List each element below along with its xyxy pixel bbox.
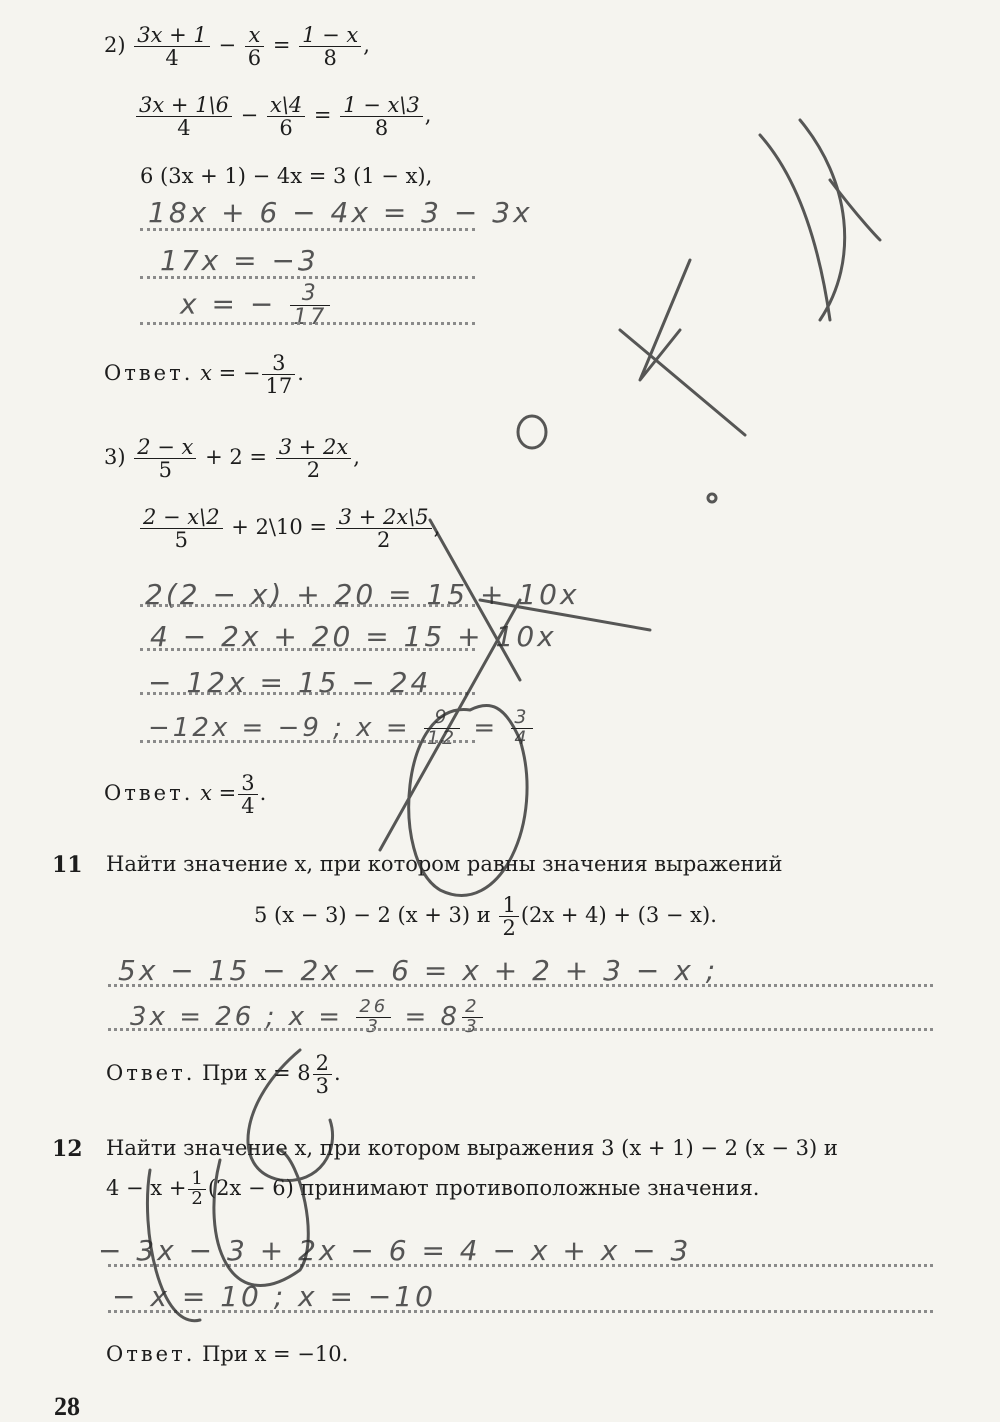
- fraction: $\frac{2}{3}$: [313, 1052, 332, 1097]
- task11-answer: Ответ. При x = 8 $\frac{2}{3}$ .: [106, 1051, 341, 1099]
- fraction: $\frac{3}{17}$: [262, 352, 295, 397]
- fraction: $\frac{2}{3}$: [462, 998, 482, 1037]
- part2-eq3: 6 (3x + 1) − 4x = 3 (1 − x),: [140, 164, 433, 188]
- task-number: 11: [52, 852, 83, 878]
- handwritten-line: 18x + 6 − 4x = 3 − 3x: [148, 196, 533, 229]
- fraction: $\frac{3}{4}$: [511, 708, 532, 749]
- fraction: $\frac{x}{6}$: [245, 24, 264, 69]
- fraction: $\frac{3x + 1\backslash 6}{4}$: [136, 94, 232, 139]
- handwritten-line: x = − $\frac{3}{17}$: [180, 282, 332, 329]
- fraction: $\frac{1}{2}$: [499, 894, 518, 939]
- fraction: $\frac{3 + 2x}{2}$: [276, 436, 352, 481]
- fraction: $\frac{x\backslash 4}{6}$: [267, 94, 305, 139]
- fraction: $\frac{26}{3}$: [356, 998, 391, 1037]
- fraction: $\frac{3}{17}$: [290, 282, 330, 329]
- fraction: $\frac{2 - x}{5}$: [134, 436, 196, 481]
- handwritten-line: − 12x = 15 − 24: [148, 666, 432, 699]
- part3-eq2: $\frac{2 - x\backslash 2}{5}$ + 2\10 = $\frac{3 + 2x\backslash 5}{2}$ ,: [138, 506, 440, 551]
- handwritten-line: 3x = 26 ; x = $\frac{26}{3}$ = 8 $\frac{2}{3}$: [130, 998, 485, 1037]
- handwritten-line: 4 − 2x + 20 = 15 + 10x: [150, 620, 557, 653]
- part3-answer: Ответ. x = $\frac{3}{4}$ .: [104, 771, 267, 819]
- page-number: 28: [54, 1392, 80, 1421]
- fraction: $\frac{3 + 2x\backslash 5}{2}$: [336, 506, 432, 551]
- fraction: $\frac{9}{12}$: [424, 708, 460, 749]
- task-expression: 5 (x − 3) − 2 (x + 3) и $\frac{1}{2}$ (2x + 4) + (3 − x).: [254, 893, 717, 941]
- fraction: $\frac{2 - x\backslash 2}{5}$: [140, 506, 223, 551]
- fraction: $\frac{1}{2}$: [188, 1170, 205, 1209]
- part3-eq1: 3) $\frac{2 - x}{5}$ + 2 = $\frac{3 + 2x}{2}$ ,: [104, 435, 360, 483]
- task-question: Найти значение x, при котором выражения 3 (x + 1) − 2 (x − 3) и: [106, 1136, 838, 1160]
- handwritten-line: − x = 10 ; x = −10: [112, 1280, 436, 1313]
- handwritten-line: 2(2 − x) + 20 = 15 + 10x: [145, 578, 580, 611]
- fraction: $\frac{1 - x\backslash 3}{8}$: [340, 94, 423, 139]
- task-number: 12: [52, 1136, 83, 1162]
- fraction: $\frac{3}{4}$: [238, 772, 257, 817]
- part2-answer: Ответ. x = − $\frac{3}{17}$ .: [104, 351, 304, 399]
- handwritten-line: −12x = −9 ; x = $\frac{9}{12}$ = $\frac{3}{4}$: [148, 708, 535, 749]
- task12-answer: Ответ. При x = −10.: [106, 1342, 349, 1366]
- fraction: $\frac{3x + 1}{4}$: [134, 24, 210, 69]
- handwritten-line: 17x = −3: [160, 244, 319, 277]
- part3-number: 3): [104, 445, 126, 470]
- task-question: Найти значение x, при котором равны значения выражений: [106, 852, 783, 876]
- handwritten-line: − 3x − 3 + 2x − 6 = 4 − x + x − 3: [98, 1234, 692, 1267]
- part2-eq1: 2) $\frac{3x + 1}{4}$ − $\frac{x}{6}$ = $\frac{1 - x}{8}$ ,: [104, 23, 370, 71]
- handwritten-line: 5x − 15 − 2x − 6 = x + 2 + 3 − x ;: [118, 954, 719, 987]
- task-question: 4 − x + $\frac{1}{2}$ (2x − 6) принимают противоположные значения.: [106, 1168, 760, 1209]
- fraction: $\frac{1 - x}{8}$: [299, 24, 361, 69]
- part2-number: 2): [104, 33, 126, 58]
- part2-eq2: $\frac{3x + 1\backslash 6}{4}$ − $\frac{x\backslash 4}{6}$ = $\frac{1 - x\backslash 3}{8}$ ,: [134, 94, 431, 139]
